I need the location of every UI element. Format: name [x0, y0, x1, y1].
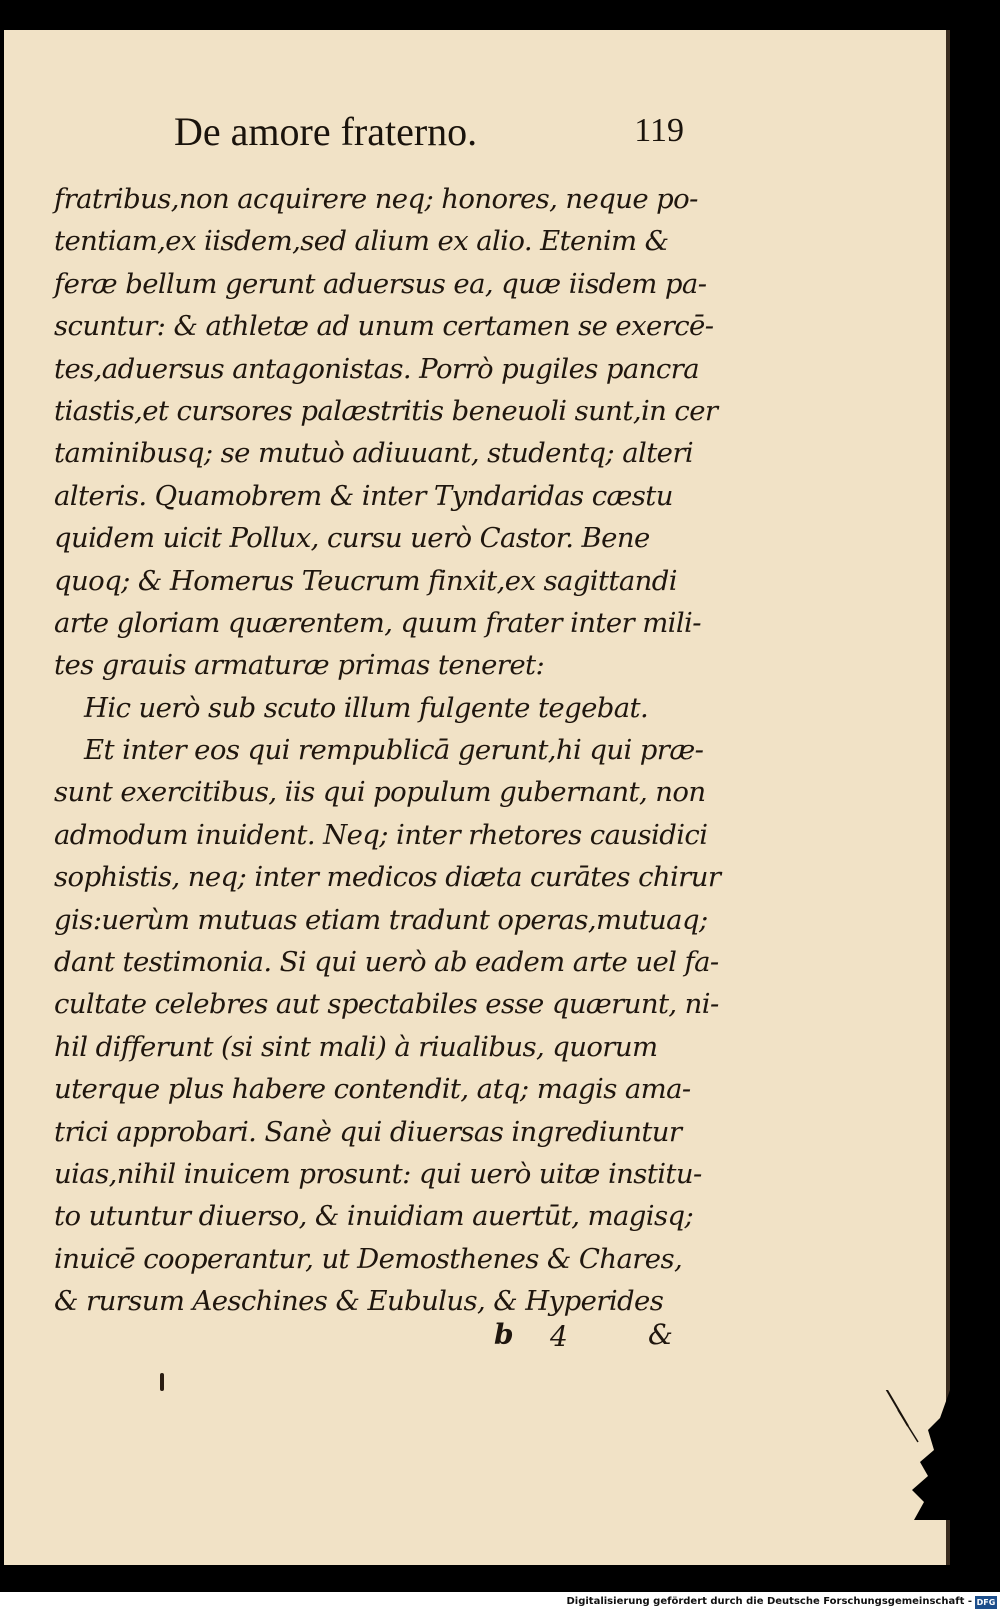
text-line: & rursum Aeschines & Eubulus, & Hyperides [54, 1285, 664, 1318]
page-edge-damage [884, 1390, 950, 1520]
text-line: trici approbari. Sanè qui diuersas ingrediuntur [54, 1115, 682, 1148]
text-line: fratribus,non acquirere neq; honores, neque po- [54, 183, 698, 215]
text-line: dant testimonia. Si qui uerò ab eadem arte uel fa- [54, 946, 719, 979]
catchword: & [648, 1318, 673, 1351]
signature-line [494, 1318, 714, 1358]
text-line: arte gloriam quærentem, quum frater inter mili- [54, 606, 701, 639]
page-number: 119 [634, 112, 684, 149]
book-page [4, 30, 950, 1565]
text-line: tes grauis armaturæ primas teneret: [54, 649, 545, 682]
text-line: uias,nihil inuicem prosunt: qui uerò uitæ institu- [54, 1157, 702, 1190]
text-line: tiastis,et cursores palæstritis beneuoli sunt,in cer [54, 394, 718, 427]
text-line: sunt exercitibus, iis qui populum gubernant, non [54, 776, 706, 809]
page-header [174, 108, 694, 168]
text-line: to utuntur diuerso, & inuidiam auertūt, magisq; [54, 1200, 694, 1233]
text-line: cultate celebres aut spectabiles esse quærunt, ni- [54, 988, 719, 1021]
text-line: gis:uerùm mutuas etiam tradunt operas,mutuaq; [54, 903, 708, 936]
text-line: inuicē cooperantur, ut Demosthenes & Chares, [54, 1242, 683, 1275]
text-line: uterque plus habere contendit, atq; magis ama- [54, 1073, 691, 1106]
ink-mark [160, 1373, 164, 1391]
running-title: De amore fraterno. [174, 109, 478, 154]
body-text [54, 178, 721, 1323]
funding-credit: Digitalisierung gefördert durch die Deutsche Forschungsgemeinschaft - [566, 1596, 972, 1607]
text-line: quidem uicit Pollux, cursu uerò Castor. Bene [54, 522, 650, 555]
text-line: alteris. Quamobrem & inter Tyndaridas cæstu [54, 479, 673, 512]
signature-number: 4 [550, 1320, 568, 1353]
text-line: feræ bellum gerunt aduersus ea, quæ iisdem pa- [54, 267, 707, 300]
text-line: Et inter eos qui rempublicā gerunt,hi qui præ- [84, 734, 704, 767]
text-line: admodum inuident. Neq; inter rhetores causidici [54, 818, 708, 851]
text-line: tentiam,ex iisdem,sed alium ex alio. Etenim & [54, 225, 669, 258]
signature-mark: b [494, 1318, 514, 1351]
text-line: tes,aduersus antagonistas. Porrò pugiles pancra [54, 352, 699, 385]
dfg-logo: DFG [976, 1598, 996, 1607]
text-line: hil differunt (si sint mali) à riualibus, quorum [54, 1030, 658, 1063]
text-line: sophistis, neq; inter medicos diæta curātes chirur [54, 861, 721, 894]
text-line: scuntur: & athletæ ad unum certamen se exercē- [54, 310, 714, 343]
text-line: Hic uerò sub scuto illum fulgente tegebat. [84, 691, 649, 724]
text-line: quoq; & Homerus Teucrum finxit,ex sagittandi [54, 564, 677, 597]
text-line: taminibusq; se mutuò adiuuant, studentq; alteri [54, 437, 694, 470]
footer-strip [0, 1592, 1000, 1615]
